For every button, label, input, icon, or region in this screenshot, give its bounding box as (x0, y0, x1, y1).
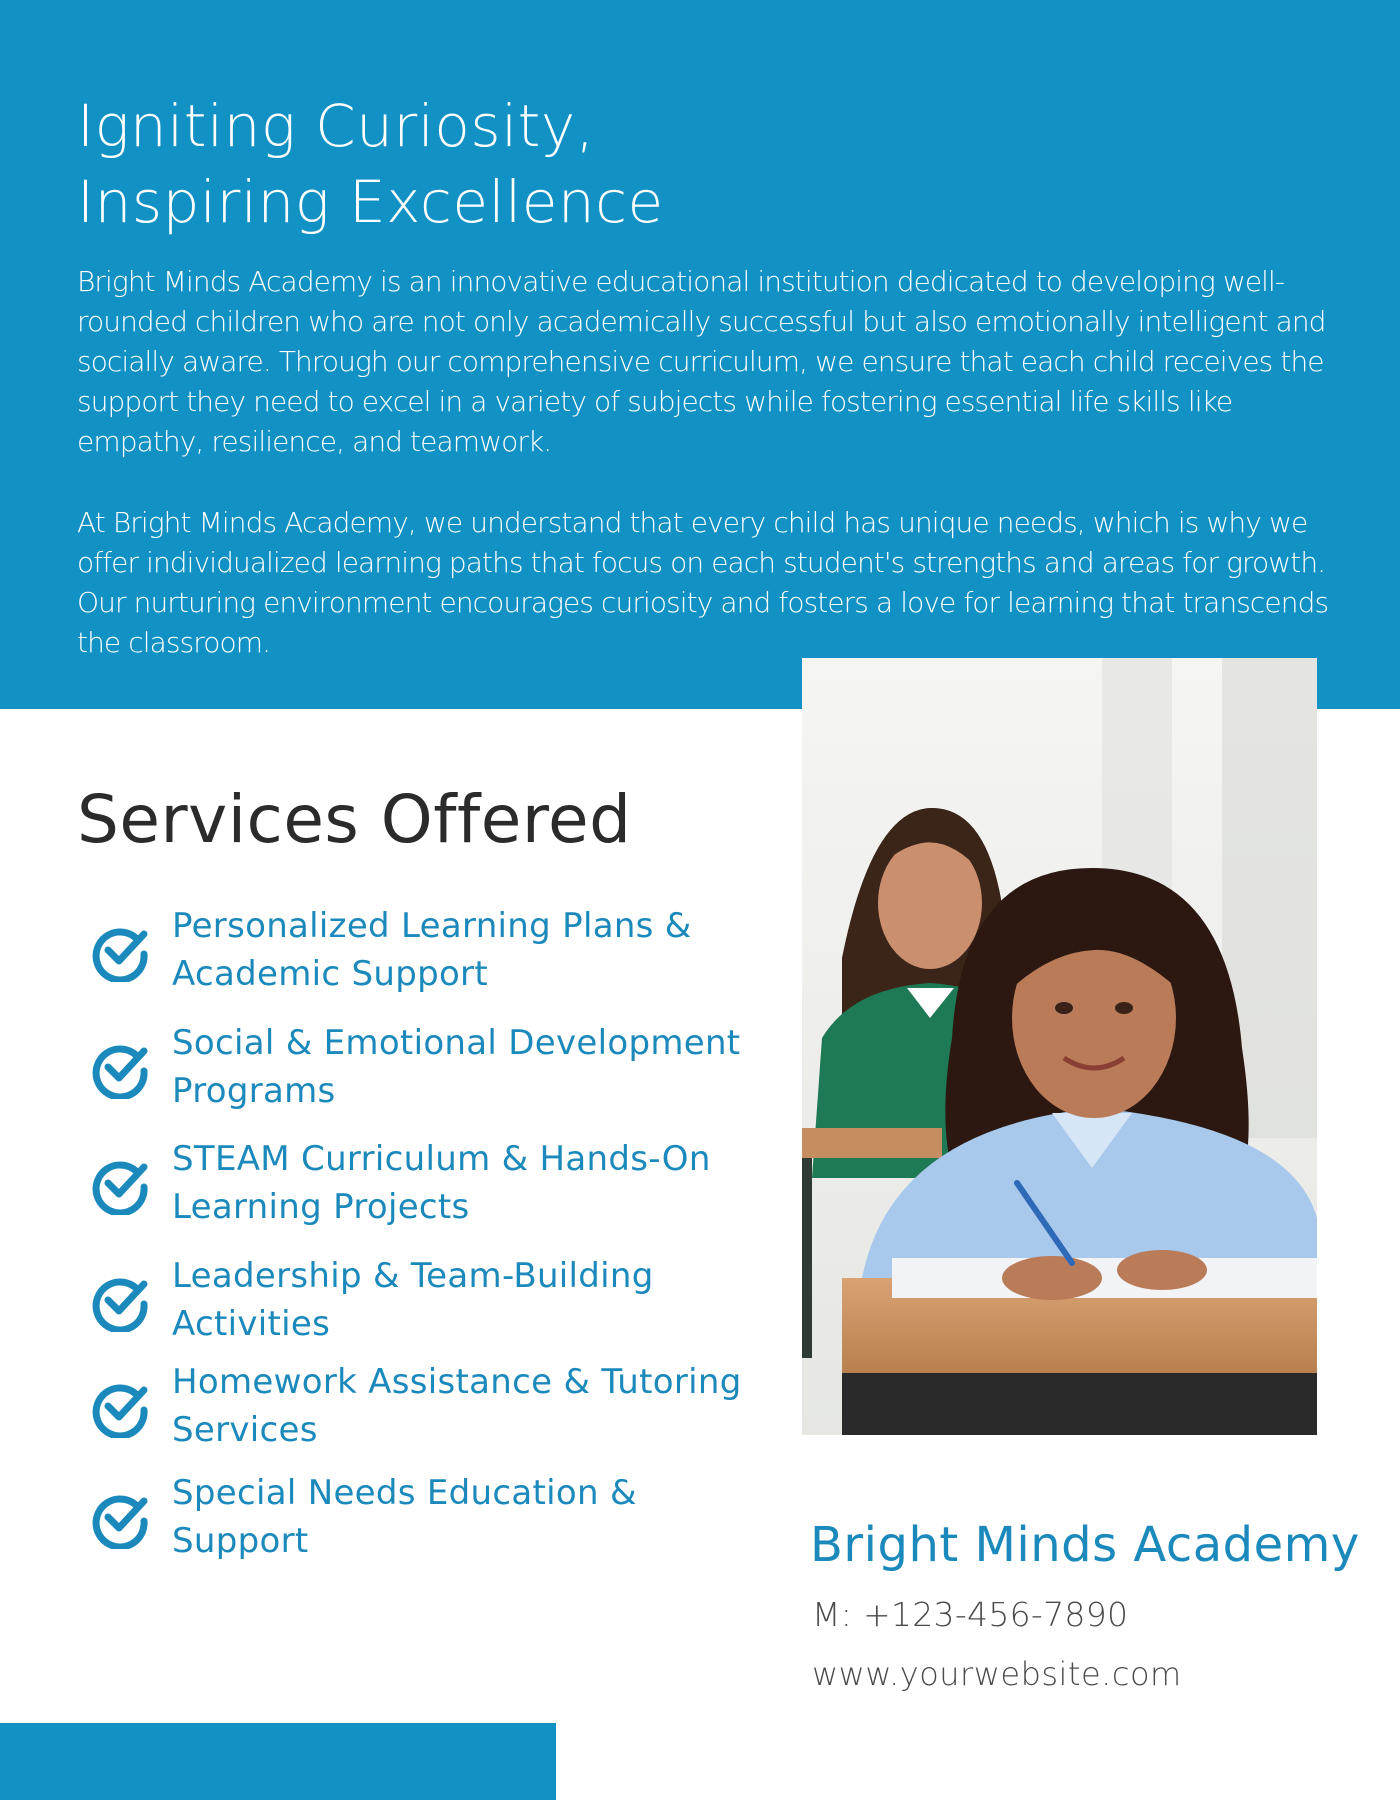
hero-title-line1: Igniting Curiosity, (77, 92, 595, 160)
phone-number: M: +123-456-7890 (812, 1595, 1129, 1634)
check-circle-icon (88, 1485, 152, 1549)
hero-banner (0, 0, 1400, 709)
service-item (88, 1356, 768, 1456)
check-circle-icon (88, 1374, 152, 1438)
check-circle-icon (88, 918, 152, 982)
website-link[interactable]: www.yourwebsite.com (812, 1655, 1182, 1693)
service-label: Social & Emotional Development Programs (172, 1023, 741, 1111)
service-item (88, 900, 768, 1000)
check-circle-icon (88, 1035, 152, 1099)
students-illustration (802, 658, 1317, 1435)
students-photo (802, 658, 1317, 1435)
service-label: Homework Assistance & Tutoring Services (172, 1362, 742, 1450)
service-item (88, 1467, 768, 1567)
service-item (88, 1133, 768, 1233)
bottom-accent-bar (0, 1723, 556, 1800)
intro-paragraph: Bright Minds Academy is an innovative educational institution dedicated to developing well-rounded children who are not only academically successful but also emotionally intelligent and socially aware. Through our comprehensive curriculum, we ensure that each child receives the support they need to excel in a variety of subjects while fostering essential life skills like empathy, resilience, and teamwork. (77, 265, 1326, 458)
check-circle-icon (88, 1151, 152, 1215)
hero-title (77, 88, 977, 240)
service-label: Special Needs Education & Support (172, 1473, 637, 1561)
services-heading: Services Offered (77, 781, 632, 858)
service-label: Personalized Learning Plans & Academic Support (172, 906, 692, 994)
service-label: Leadership & Team-Building Activities (172, 1256, 654, 1344)
service-item (88, 1250, 768, 1350)
service-item (88, 1017, 768, 1117)
service-label: STEAM Curriculum & Hands-On Learning Projects (172, 1139, 711, 1227)
check-circle-icon (88, 1268, 152, 1332)
organization-name: Bright Minds Academy (810, 1517, 1360, 1573)
mission-paragraph: At Bright Minds Academy, we understand that every child has unique needs, which is why we offer individualized learning paths that focus on each student's strengths and areas for growth. Our nurturing environment encourages curiosity and fosters a love for learning that transcends the classroom. (77, 506, 1329, 659)
hero-title-line2: Inspiring Excellence (77, 168, 664, 236)
